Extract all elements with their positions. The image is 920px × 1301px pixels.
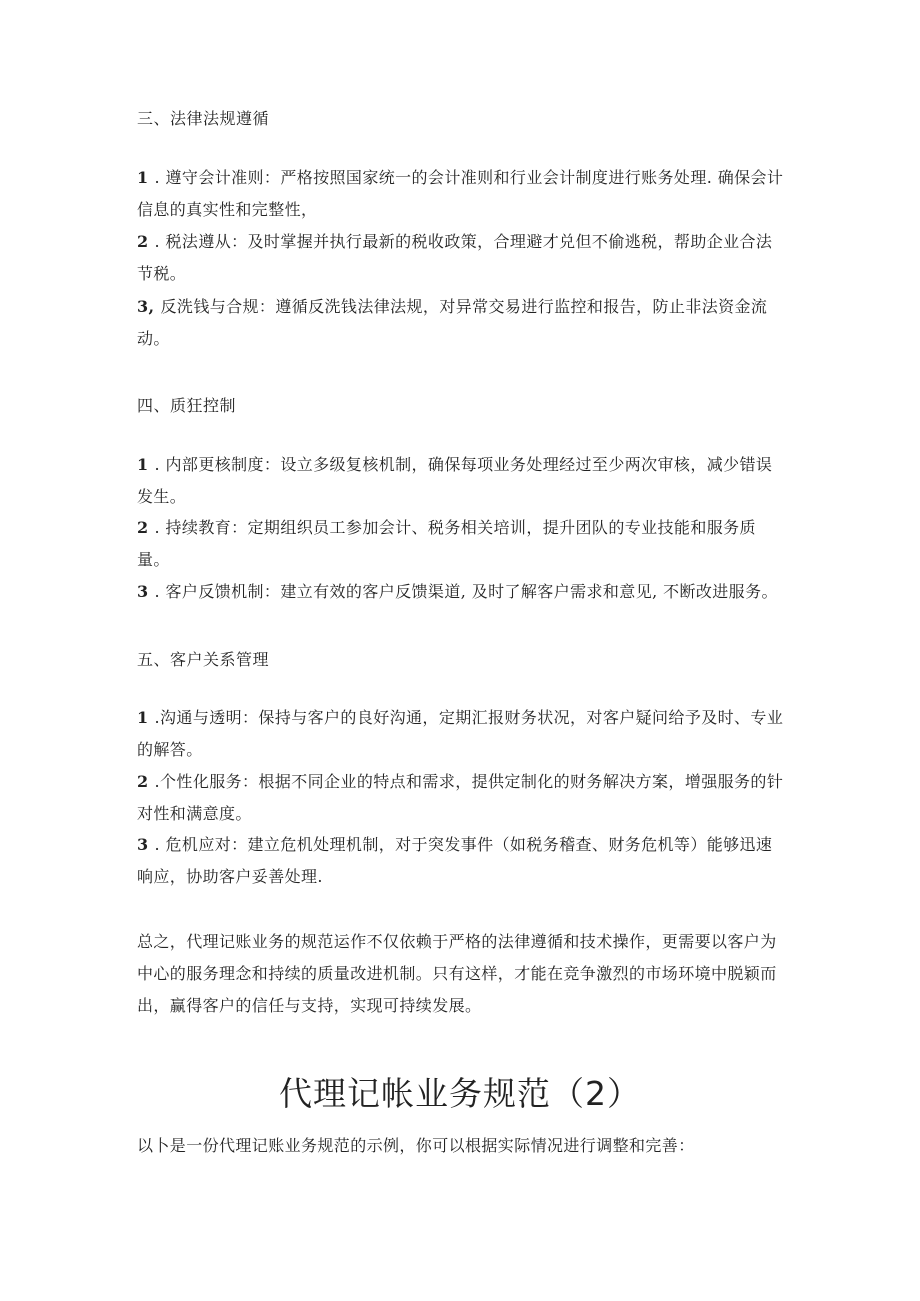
item-text: . 持续教育：定期组织员工参加会计、税务相关培训，提升团队的专业技能和服务质量。 <box>137 518 756 569</box>
item-number: 1 <box>137 455 149 474</box>
list-item <box>137 449 787 513</box>
item-number: 2 <box>137 232 149 251</box>
item-number: 1 <box>137 168 149 187</box>
section-heading-4: 四、质狂控制 <box>137 396 237 415</box>
intro-paragraph: 以卜是一份代理记账业务规范的示例，你可以根据实际情况进行调整和完善： <box>137 1136 695 1155</box>
list-item <box>137 512 787 576</box>
item-text: . 遵守会计准则：严格按照国家统一的会计准则和行业会计制度进行账务处理. 确保会计信息的真实性和完整性， <box>137 168 784 219</box>
item-text: . 内部更核制度：设立多级复核机制，确保每项业务处理经过至少两次审核，减少错误发生。 <box>137 455 773 506</box>
list-item <box>137 766 787 830</box>
item-text: .个性化服务：根据不同企业的特点和需求，提供定制化的财务解决方案，增强服务的针对性和满意度。 <box>137 772 784 823</box>
item-number: 2 <box>137 518 149 537</box>
item-text: . 危机应对：建立危机处理机制，对于突发事件（如税务稽查、财务危机等）能够迅速响应，协助客户妥善处理. <box>137 835 773 886</box>
item-number: 3, <box>137 297 155 316</box>
item-text: . 税法遵从：及时掌握并执行最新的税收政策，合理避才兑但不偷逃税，帮助企业合法节税。 <box>137 232 773 283</box>
list-item <box>137 291 787 355</box>
list-item <box>137 226 787 290</box>
item-number: 2 <box>137 772 149 791</box>
section-heading-3: 三、法律法规遵循 <box>137 109 270 128</box>
list-item <box>137 576 787 608</box>
list-item <box>137 702 787 766</box>
summary-paragraph: 总之，代理记账业务的规范运作不仅依赖于严格的法律遵循和技术操作，更需要以客户为中心的服务理念和持续的质量改进机制。只有这样，才能在竞争激烈的市场环境中脱颖而出，赢得客户的信任与支持，实现可持续发展。 <box>137 932 777 1015</box>
list-item <box>137 162 787 226</box>
item-number: 1 <box>137 708 149 727</box>
page-title: 代理记帐业务规范（2） <box>279 1074 641 1113</box>
item-number: 3 <box>137 582 149 601</box>
section-heading-5: 五、客户关系管理 <box>137 650 270 669</box>
item-text: . 客户反馈机制：建立有效的客户反馈渠道, 及时了解客户需求和意见, 不断改进服务。 <box>154 582 778 601</box>
list-item <box>137 829 787 893</box>
item-text: 反洗钱与合规：遵循反洗钱法律法规，对异常交易进行监控和报告，防止非法资金流动。 <box>137 297 768 348</box>
item-text: .沟通与透明：保持与客户的良好沟通，定期汇报财务状况，对客户疑问给予及时、专业的解答。 <box>137 708 784 759</box>
item-number: 3 <box>137 835 149 854</box>
